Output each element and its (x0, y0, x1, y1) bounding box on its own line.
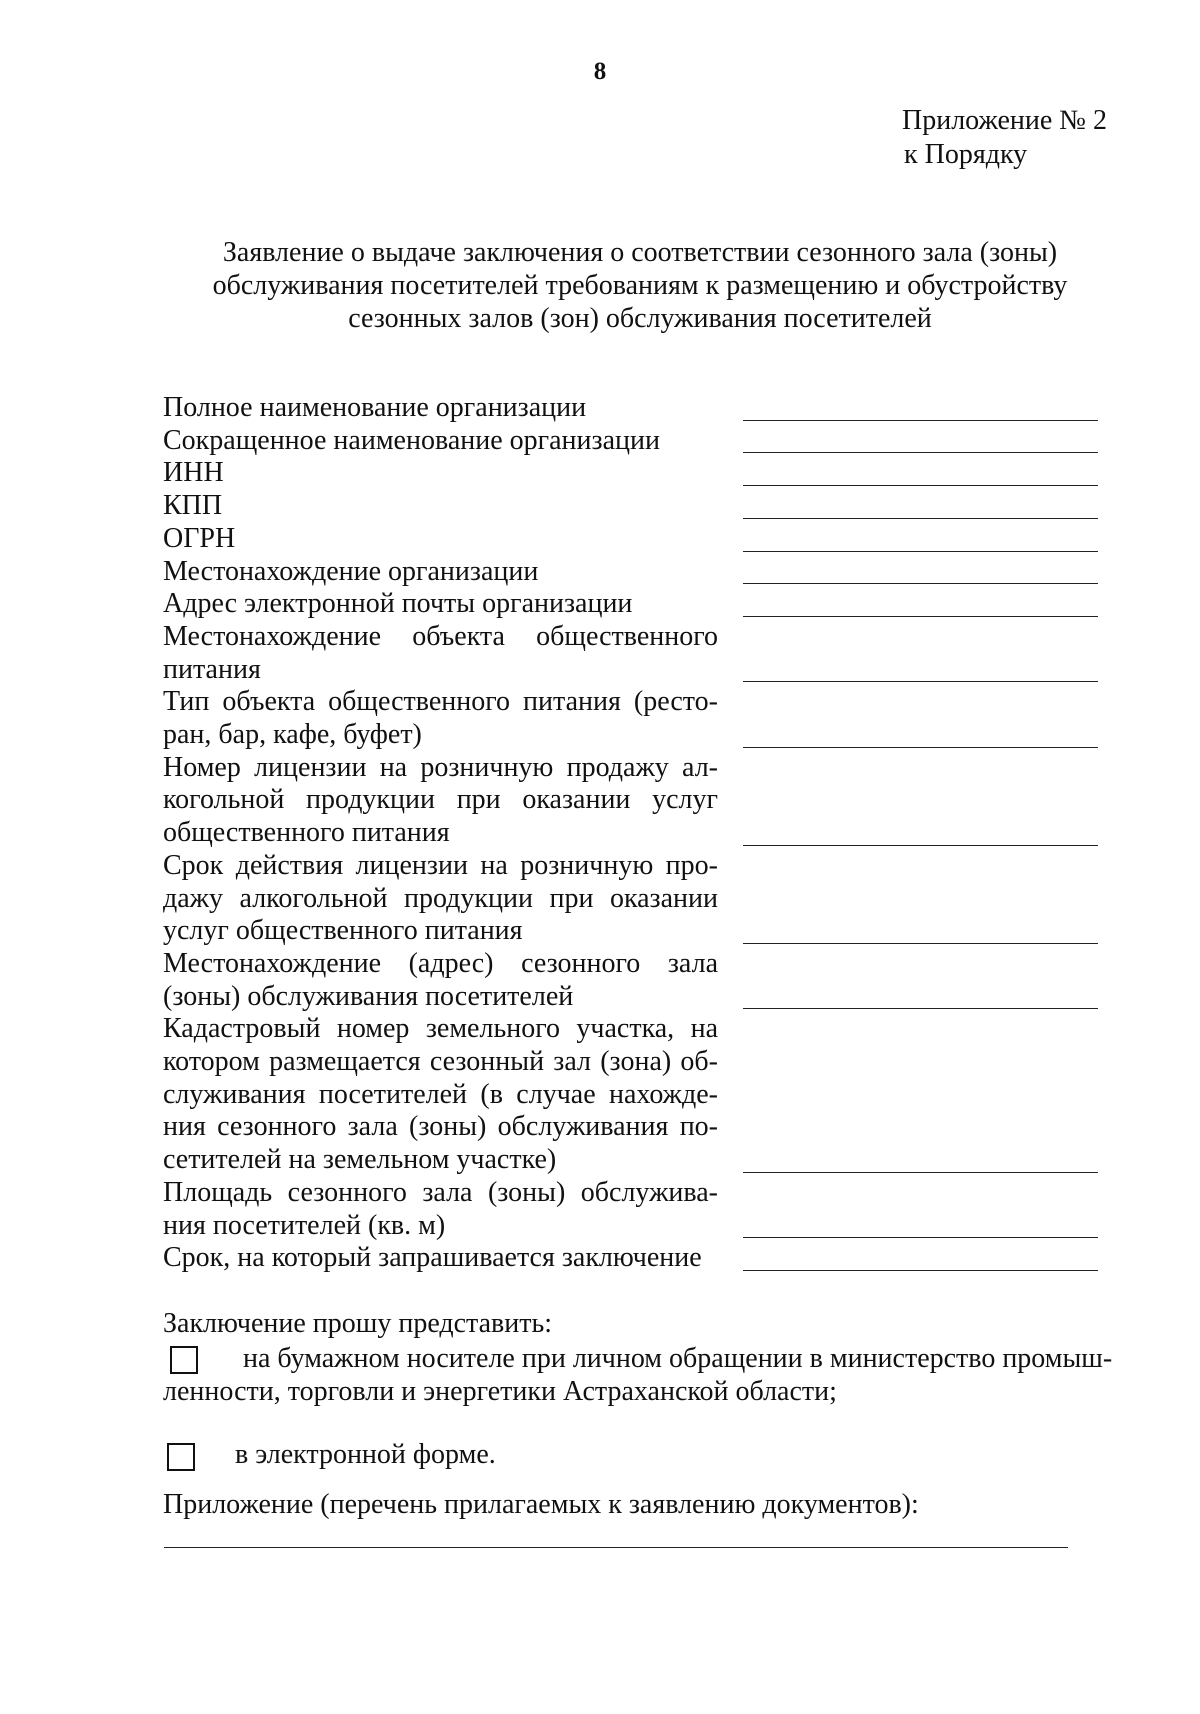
title-line-2: обслуживания посетителей требованиям к размещению и обустройству (212, 270, 1068, 301)
field-label: Площадь сезонного зала (зоны) обслужива-ния посетителей (кв. м) (163, 1176, 718, 1241)
field-organization-location (163, 556, 1098, 589)
field-inn (163, 457, 1098, 490)
field-blank-line[interactable] (743, 1270, 1098, 1271)
option-electronic-label: в электронной форме. (235, 1439, 496, 1470)
paper-checkbox[interactable] (170, 1346, 198, 1374)
field-blank-line[interactable] (743, 583, 1098, 584)
field-blank-line[interactable] (743, 551, 1098, 552)
option-paper-label: на бумажном носителе при личном обращении в министерство промыш-ленности, торговли и энергетики Астраханской области; (163, 1343, 1113, 1407)
field-license-number (163, 752, 1098, 850)
attachments-blank-line[interactable] (164, 1547, 1068, 1548)
field-catering-type (163, 686, 1098, 751)
field-label: ОГРН (163, 522, 236, 554)
field-short-name (163, 425, 1098, 458)
electronic-checkbox[interactable] (167, 1443, 195, 1471)
field-ogrn (163, 523, 1098, 556)
delivery-heading: Заключение прошу представить: (163, 1308, 553, 1339)
field-blank-line[interactable] (743, 845, 1098, 846)
field-cadastral-number (163, 1013, 1098, 1177)
delivery-section (163, 1307, 1143, 1471)
appendix-number: Приложение № 2 (902, 105, 1107, 136)
field-blank-line[interactable] (743, 616, 1098, 617)
field-blank-line[interactable] (743, 452, 1098, 453)
field-label: Срок, на который запрашивается заключение (163, 1242, 702, 1274)
appendix-header (902, 104, 1107, 172)
attachments-label: Приложение (перечень прилагаемых к заявлению документов): (163, 1489, 919, 1520)
field-seasonal-hall-address (163, 948, 1098, 1013)
field-label: Срок действия лицензии на розничную про-дажу алкогольной продукции при оказании услуг общественного питания (163, 849, 718, 947)
field-full-name (163, 392, 1098, 425)
option-electronic (163, 1438, 1143, 1471)
field-blank-line[interactable] (743, 485, 1098, 486)
title-line-3: сезонных залов (зон) обслуживания посетителей (348, 303, 932, 334)
title-line-1: Заявление о выдаче заключения о соответствии сезонного зала (зоны) (222, 237, 1058, 268)
field-label: Местонахождение объекта общественного питания (163, 620, 718, 685)
page-number: 8 (593, 58, 607, 85)
field-blank-line[interactable] (743, 1237, 1098, 1238)
field-license-term (163, 850, 1098, 948)
field-label: Тип объекта общественного питания (ресто-ран, бар, кафе, буфет) (163, 686, 718, 751)
field-blank-line[interactable] (743, 518, 1098, 519)
field-blank-line[interactable] (743, 1008, 1098, 1009)
appendix-reference: к Порядку (904, 139, 1028, 170)
field-email (163, 588, 1098, 621)
application-fields (163, 392, 1098, 1275)
field-label: Номер лицензии на розничную продажу ал-когольной продукции при оказании услуг общественного питания (163, 751, 718, 849)
field-label: Сокращенное наименование организации (163, 424, 660, 456)
field-blank-line[interactable] (743, 420, 1098, 421)
field-blank-line[interactable] (743, 747, 1098, 748)
field-label: Местонахождение (адрес) сезонного зала (зоны) обслуживания посетителей (163, 947, 718, 1012)
field-label: ИНН (163, 457, 224, 489)
field-label: Кадастровый номер земельного участка, на котором размещается сезонный зал (зона) об-служивания посетителей (в случае нахожде-ния сезонного зала (зоны) обслуживания по-сетителей на земельном участке) (163, 1013, 718, 1176)
option-paper (163, 1342, 1143, 1408)
field-kpp (163, 490, 1098, 523)
field-catering-location (163, 621, 1098, 686)
field-blank-line[interactable] (743, 943, 1098, 944)
field-label: Местонахождение организации (163, 555, 539, 587)
field-blank-line[interactable] (743, 1172, 1098, 1173)
document-title (160, 236, 1120, 335)
field-label: Адрес электронной почты организации (163, 588, 633, 620)
field-label: КПП (163, 490, 223, 522)
field-blank-line[interactable] (743, 681, 1098, 682)
field-hall-area (163, 1177, 1098, 1242)
field-requested-term (163, 1242, 1098, 1275)
field-label: Полное наименование организации (163, 392, 587, 423)
